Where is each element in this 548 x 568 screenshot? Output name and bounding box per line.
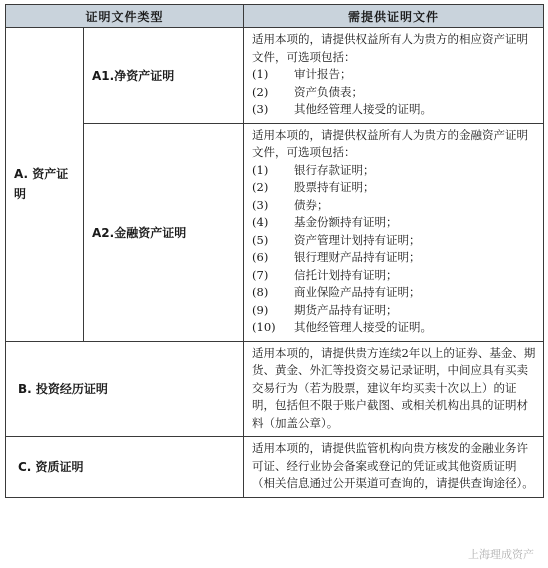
item-number: (2) xyxy=(252,84,269,99)
item-number: (10) xyxy=(252,320,276,334)
list-item xyxy=(252,84,538,102)
qualification-requirements: 适用本项的，请提供监管机构向贵方核发的金融业务许可证、经行业协会备案或登记的凭证或其他资质证明（相关信息通过公开渠道可查询的，请提供查询途径）。 xyxy=(244,437,544,498)
list-item xyxy=(252,179,538,197)
financial-asset-intro: 适用本项的，请提供权益所有人为贵方的金融资产证明文件，可选项包括： xyxy=(252,127,529,159)
item-text: 其他经管理人接受的证明。 xyxy=(294,320,433,334)
item-number: (8) xyxy=(252,285,269,299)
item-text: 期货产品持有证明； xyxy=(294,302,398,317)
item-number: (3) xyxy=(252,197,269,212)
item-text: 资产负债表； xyxy=(294,84,364,99)
list-item xyxy=(252,66,538,84)
document-requirements-table xyxy=(5,4,544,498)
table-row xyxy=(6,437,544,498)
list-item xyxy=(252,267,538,285)
category-investment-experience: B. 投资经历证明 xyxy=(6,341,244,437)
item-number: (3) xyxy=(252,102,269,116)
investment-experience-requirements: 适用本项的，请提供贵方连续2年以上的证券、基金、期货、黄金、外汇等投资交易记录证明，中间应具有买卖交易行为（若为股票，建议年均买卖十次以上）的证明，包括但不限于账户截图、或相关机构出具的证明材料（加盖公章）。 xyxy=(244,341,544,437)
item-text: 审计报告； xyxy=(294,67,352,81)
item-text: 其他经管理人接受的证明。 xyxy=(294,102,433,116)
item-number: (6) xyxy=(252,250,269,264)
net-asset-requirements xyxy=(244,28,544,124)
list-item xyxy=(252,214,538,232)
list-item xyxy=(252,232,538,250)
header-document-type: 证明文件类型 xyxy=(6,5,244,28)
list-item xyxy=(252,101,538,119)
item-text: 债券； xyxy=(294,197,329,212)
list-item xyxy=(252,162,538,180)
item-number: (4) xyxy=(252,215,269,229)
header-required-documents: 需提供证明文件 xyxy=(244,5,544,28)
table-header-row xyxy=(6,5,544,28)
item-number: (2) xyxy=(252,180,269,194)
subcategory-financial-asset: A2.金融资产证明 xyxy=(84,123,244,341)
table-row xyxy=(6,28,544,124)
category-qualification: C. 资质证明 xyxy=(6,437,244,498)
list-item xyxy=(252,302,538,320)
subcategory-net-asset: A1.净资产证明 xyxy=(84,28,244,124)
financial-asset-requirements xyxy=(244,123,544,341)
table-row xyxy=(6,341,544,437)
watermark: 上海理成资产 xyxy=(468,548,534,561)
category-asset-proof: A. 资产证明 xyxy=(6,28,84,342)
list-item xyxy=(252,319,538,337)
net-asset-intro: 适用本项的，请提供权益所有人为贵方的相应资产证明文件，可选项包括： xyxy=(252,32,529,64)
item-number: (1) xyxy=(252,67,269,81)
list-item xyxy=(252,249,538,267)
item-text: 资产管理计划持有证明； xyxy=(294,232,421,247)
list-item xyxy=(252,284,538,302)
item-number: (5) xyxy=(252,232,269,247)
item-number: (1) xyxy=(252,162,269,177)
item-number: (7) xyxy=(252,267,269,282)
item-text: 银行理财产品持有证明； xyxy=(294,250,421,264)
item-text: 基金份额持有证明； xyxy=(294,215,398,229)
list-item xyxy=(252,197,538,215)
item-text: 股票持有证明； xyxy=(294,180,375,194)
item-text: 商业保险产品持有证明； xyxy=(294,285,421,299)
table-row xyxy=(6,123,544,341)
item-number: (9) xyxy=(252,302,269,317)
item-text: 银行存款证明； xyxy=(294,162,375,177)
item-text: 信托计划持有证明； xyxy=(294,267,398,282)
